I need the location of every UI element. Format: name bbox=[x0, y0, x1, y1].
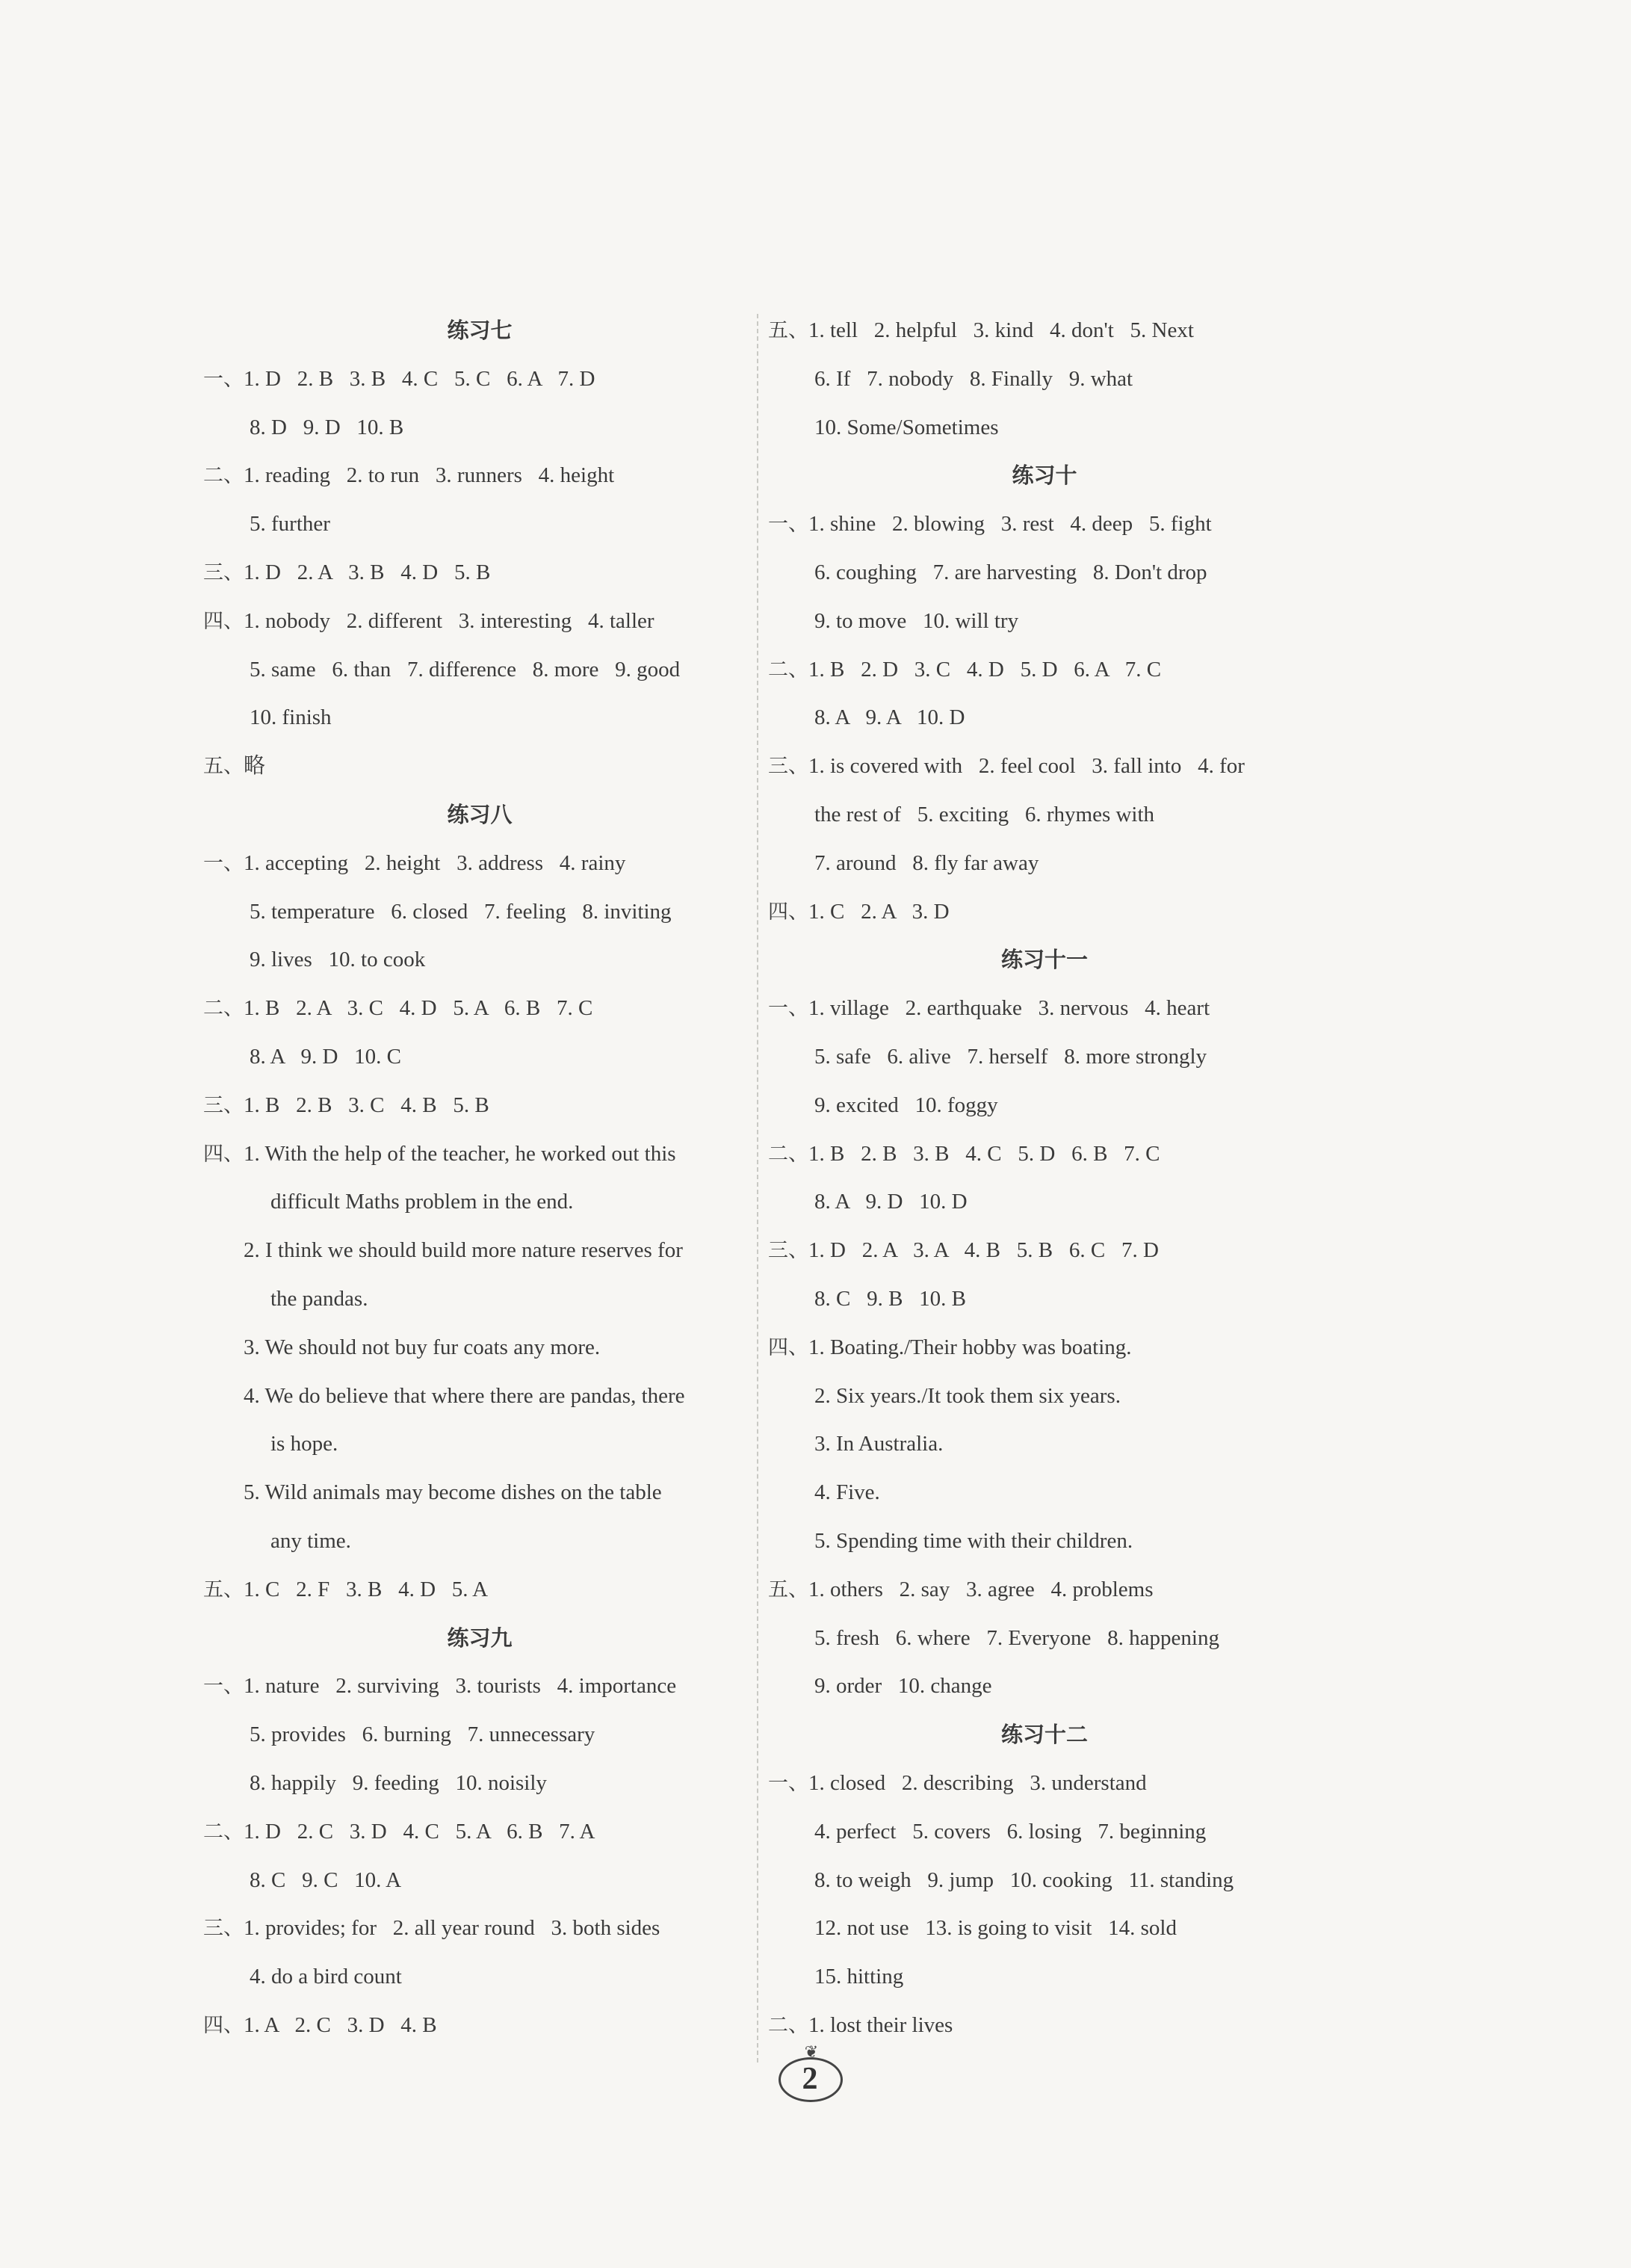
answer-text: 1. B 2. B 3. B 4. C 5. D 6. B 7. C bbox=[808, 1141, 1160, 1166]
answer-line bbox=[203, 451, 756, 500]
answer-line bbox=[768, 888, 1321, 936]
answer-text: 1. reading 2. to run 3. runners 4. height bbox=[244, 463, 615, 488]
answer-text: 1. C 2. F 3. B 4. D 5. A bbox=[244, 1577, 489, 1601]
answer-continuation: 3. We should not buy fur coats any more. bbox=[244, 1335, 601, 1359]
answer-text: 1. shine 2. blowing 3. rest 4. deep 5. fight bbox=[808, 512, 1212, 537]
answer-text: 1. closed 2. describing 3. understand bbox=[808, 1770, 1147, 1795]
answer-continuation: difficult Maths problem in the end. bbox=[270, 1190, 574, 1214]
question-number: 三、 bbox=[203, 1917, 244, 1941]
question-number: 二、 bbox=[768, 658, 808, 682]
question-number: 一、 bbox=[203, 851, 244, 875]
answer-text: 1. B 2. D 3. C 4. D 5. D 6. A 7. C bbox=[808, 657, 1162, 682]
answer-continuation: 5. safe 6. alive 7. herself 8. more strongly bbox=[814, 1044, 1207, 1069]
section-title: 练习九 bbox=[447, 1625, 513, 1651]
answer-continuation: is hope. bbox=[270, 1432, 338, 1456]
question-number: 四、 bbox=[768, 1335, 808, 1359]
answer-line bbox=[203, 984, 756, 1033]
answer-line bbox=[768, 742, 1321, 791]
page-number-text: 2 bbox=[802, 2062, 818, 2096]
question-number: 一、 bbox=[203, 1675, 244, 1699]
answer-line bbox=[203, 1904, 756, 1953]
answer-text: 1. is covered with 2. feel cool 3. fall into 4. for bbox=[808, 754, 1245, 779]
answer-line bbox=[203, 1081, 756, 1130]
question-number: 一、 bbox=[768, 513, 808, 537]
answer-continuation: 10. finish bbox=[250, 705, 332, 730]
question-number: 三、 bbox=[203, 560, 244, 584]
apple-leaf-icon: ❦ bbox=[804, 2042, 819, 2061]
answer-continuation: 9. to move 10. will try bbox=[814, 608, 1019, 633]
answer-continuation: 5. provides 6. burning 7. unnecessary bbox=[250, 1722, 595, 1747]
answer-continuation: 5. fresh 6. where 7. Everyone 8. happening bbox=[814, 1625, 1219, 1650]
question-number: 一、 bbox=[768, 997, 808, 1021]
answer-continuation: 9. order 10. change bbox=[814, 1674, 992, 1699]
question-number: 二、 bbox=[203, 464, 244, 488]
section-title: 练习八 bbox=[447, 801, 513, 827]
question-number: 三、 bbox=[768, 755, 808, 779]
section-title: 练习十 bbox=[1012, 463, 1077, 489]
answer-continuation: 8. happily 9. feeding 10. noisily bbox=[250, 1770, 547, 1795]
answer-continuation: the rest of 5. exciting 6. rhymes with bbox=[814, 802, 1155, 826]
question-number: 一、 bbox=[768, 1771, 808, 1795]
answer-line bbox=[203, 742, 756, 791]
answer-continuation: 5. further bbox=[250, 512, 330, 537]
question-number: 五、 bbox=[203, 1578, 244, 1601]
question-number: 三、 bbox=[768, 1239, 808, 1263]
answer-continuation: 5. Wild animals may become dishes on the table bbox=[244, 1480, 662, 1505]
answer-line bbox=[768, 1759, 1321, 1808]
answer-text: 1. village 2. earthquake 3. nervous 4. heart bbox=[808, 996, 1210, 1021]
answer-text: 1. tell 2. helpful 3. kind 4. don't 5. Next bbox=[808, 318, 1194, 342]
question-number: 二、 bbox=[203, 1820, 244, 1844]
answer-text: 1. lost their lives bbox=[808, 2012, 953, 2037]
question-number: 二、 bbox=[203, 997, 244, 1021]
section-title: 练习十二 bbox=[1000, 1722, 1088, 1748]
question-number: 一、 bbox=[203, 367, 244, 391]
question-number: 二、 bbox=[768, 2013, 808, 2037]
answer-continuation: 10. Some/Sometimes bbox=[814, 415, 999, 439]
answer-continuation: the pandas. bbox=[270, 1286, 368, 1311]
answer-line bbox=[768, 306, 1321, 355]
answer-continuation: 4. Five. bbox=[814, 1480, 880, 1505]
answer-text: 1. B 2. A 3. C 4. D 5. A 6. B 7. C bbox=[244, 996, 593, 1021]
answer-continuation: 8. A 9. A 10. D bbox=[814, 705, 965, 730]
answer-continuation: 5. temperature 6. closed 7. feeling 8. inviting bbox=[250, 899, 672, 924]
answer-line bbox=[203, 1662, 756, 1711]
answer-text: 1. others 2. say 3. agree 4. problems bbox=[808, 1577, 1154, 1601]
question-number: 二、 bbox=[768, 1142, 808, 1166]
answer-continuation: 9. lives 10. to cook bbox=[250, 948, 426, 972]
answer-continuation: 8. to weigh 9. jump 10. cooking 11. standing bbox=[814, 1867, 1234, 1892]
answer-text: 1. D 2. A 3. B 4. D 5. B bbox=[244, 560, 491, 584]
answer-line bbox=[203, 355, 756, 404]
question-number: 四、 bbox=[203, 609, 244, 633]
section-title: 练习十一 bbox=[1000, 947, 1088, 973]
answer-text: 1. D 2. A 3. A 4. B 5. B 6. C 7. D bbox=[808, 1238, 1159, 1263]
right-column bbox=[768, 306, 1321, 2050]
answer-continuation: 8. C 9. C 10. A bbox=[250, 1867, 402, 1892]
answer-continuation: 3. In Australia. bbox=[814, 1432, 944, 1456]
answer-line bbox=[203, 597, 756, 646]
answer-continuation: 2. Six years./It took them six years. bbox=[814, 1383, 1121, 1408]
answer-line bbox=[768, 2001, 1321, 2050]
column-divider bbox=[757, 314, 758, 2062]
question-number: 四、 bbox=[768, 900, 808, 924]
answer-text: 1. D 2. B 3. B 4. C 5. C 6. A 7. D bbox=[244, 366, 595, 391]
left-column bbox=[203, 306, 756, 2050]
answer-text: 略 bbox=[244, 754, 266, 779]
question-number: 三、 bbox=[203, 1093, 244, 1117]
answer-continuation: 9. excited 10. foggy bbox=[814, 1093, 998, 1117]
answer-line bbox=[768, 1566, 1321, 1614]
page-number bbox=[770, 2044, 850, 2104]
answer-line bbox=[768, 1130, 1321, 1178]
answer-line bbox=[768, 984, 1321, 1033]
answer-line bbox=[203, 1130, 756, 1178]
question-number: 五、 bbox=[768, 1578, 808, 1601]
answer-line bbox=[768, 1226, 1321, 1275]
answer-continuation: 5. Spending time with their children. bbox=[814, 1528, 1133, 1553]
answer-continuation: 4. do a bird count bbox=[250, 1965, 402, 1989]
answer-continuation: 4. perfect 5. covers 6. losing 7. beginning bbox=[814, 1819, 1207, 1844]
answer-text: 1. C 2. A 3. D bbox=[808, 899, 950, 924]
answer-line bbox=[203, 2001, 756, 2050]
answer-continuation: 4. We do believe that where there are pandas, there bbox=[244, 1383, 685, 1408]
answer-text: 1. Boating./Their hobby was boating. bbox=[808, 1335, 1132, 1359]
answer-line bbox=[203, 839, 756, 888]
answer-continuation: 8. D 9. D 10. B bbox=[250, 415, 404, 439]
answer-line bbox=[203, 1566, 756, 1614]
answer-line bbox=[768, 1323, 1321, 1372]
question-number: 四、 bbox=[203, 1142, 244, 1166]
question-number: 五、 bbox=[203, 755, 244, 779]
answer-text: 1. accepting 2. height 3. address 4. rainy bbox=[244, 850, 626, 875]
answer-continuation: 6. If 7. nobody 8. Finally 9. what bbox=[814, 366, 1133, 391]
section-title: 练习七 bbox=[447, 318, 513, 343]
question-number: 四、 bbox=[203, 2013, 244, 2037]
answer-continuation: 15. hitting bbox=[814, 1965, 904, 1989]
answer-text: 1. D 2. C 3. D 4. C 5. A 6. B 7. A bbox=[244, 1819, 595, 1844]
answer-continuation: 2. I think we should build more nature reserves for bbox=[244, 1238, 683, 1263]
answer-line bbox=[768, 500, 1321, 549]
answer-text: 1. provides; for 2. all year round 3. both sides bbox=[244, 1916, 660, 1941]
answer-line bbox=[203, 1808, 756, 1856]
answer-continuation: 7. around 8. fly far away bbox=[814, 850, 1039, 875]
answer-text: 1. With the help of the teacher, he worked out this bbox=[244, 1141, 676, 1166]
answer-text: 1. B 2. B 3. C 4. B 5. B bbox=[244, 1093, 489, 1117]
answer-line bbox=[768, 646, 1321, 694]
answer-continuation: 12. not use 13. is going to visit 14. sold bbox=[814, 1916, 1177, 1941]
answer-continuation: 6. coughing 7. are harvesting 8. Don't drop bbox=[814, 560, 1207, 584]
answer-continuation: 5. same 6. than 7. difference 8. more 9. good bbox=[250, 657, 681, 682]
answer-continuation: 8. A 9. D 10. D bbox=[814, 1190, 968, 1214]
answer-line bbox=[203, 549, 756, 597]
answer-text: 1. nobody 2. different 3. interesting 4. taller bbox=[244, 608, 654, 633]
answer-continuation: any time. bbox=[270, 1528, 351, 1553]
answer-text: 1. nature 2. surviving 3. tourists 4. importance bbox=[244, 1674, 677, 1699]
answer-continuation: 8. C 9. B 10. B bbox=[814, 1286, 967, 1311]
answer-text: 1. A 2. C 3. D 4. B bbox=[244, 2012, 437, 2037]
answer-continuation: 8. A 9. D 10. C bbox=[250, 1044, 402, 1069]
question-number: 五、 bbox=[768, 319, 808, 342]
